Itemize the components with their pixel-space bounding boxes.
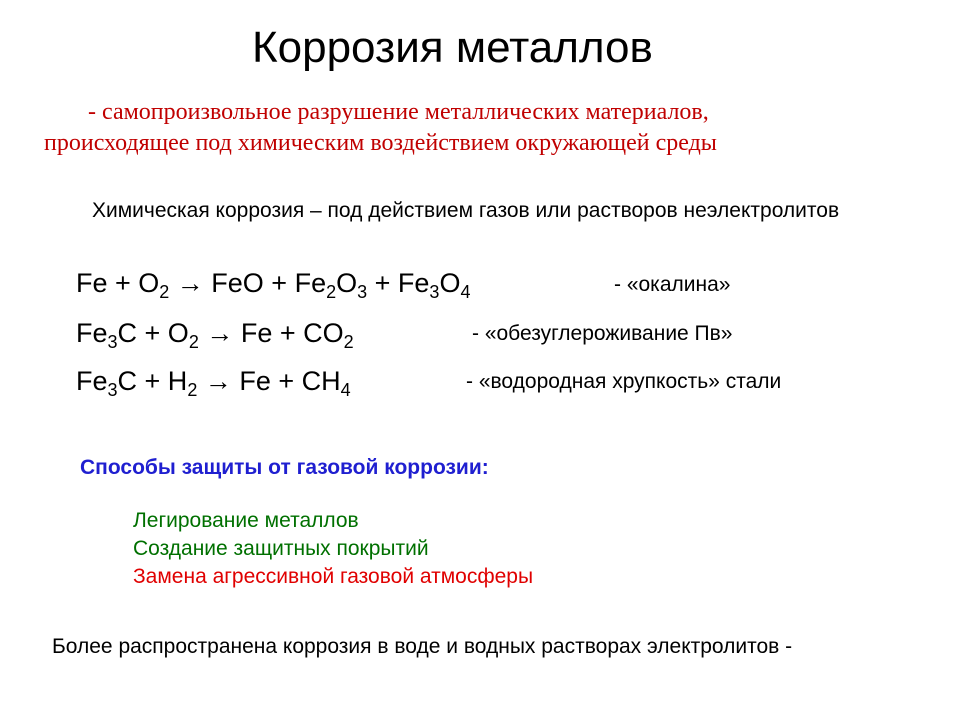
protection-item-alloying: Легирование металлов — [133, 509, 359, 532]
eq-subscript: 2 — [343, 332, 354, 352]
eq-subscript: 4 — [340, 380, 351, 400]
eq-part: → FeO + Fe — [169, 268, 327, 298]
eq-subscript: 3 — [357, 282, 368, 302]
bottom-text: Более распространена коррозия в воде и водных растворах электролитов - — [52, 635, 793, 658]
protection-heading: Способы защиты от газовой коррозии: — [80, 456, 489, 479]
chemical-corrosion-text: Химическая коррозия – под действием газов или растворов неэлектролитов — [92, 199, 840, 222]
eq-part: Fe — [76, 366, 108, 396]
eq-part: O — [439, 268, 461, 298]
protection-item-atmosphere: Замена агрессивной газовой атмосферы — [133, 565, 534, 588]
eq-subscript: 3 — [107, 380, 118, 400]
equation-oxidation — [76, 266, 470, 300]
eq-part: C + H — [117, 366, 188, 396]
eq-part: C + O — [117, 318, 189, 348]
eq-part: + Fe — [367, 268, 430, 298]
eq-subscript: 2 — [326, 282, 337, 302]
equation-decarburization — [76, 316, 354, 350]
definition-line-2: происходящее под химическим воздействием окружающей среды — [44, 130, 717, 156]
eq-subscript: 3 — [107, 332, 118, 352]
equation-note-decarburization: - «обезуглероживание Пв» — [472, 322, 733, 345]
eq-subscript: 4 — [460, 282, 471, 302]
definition-line-1: - самопроизвольное разрушение металлических материалов, — [88, 99, 709, 125]
eq-subscript: 2 — [188, 332, 199, 352]
eq-part: → Fe + CO — [198, 318, 344, 348]
eq-part: O — [336, 268, 358, 298]
equation-note-hydrogen: - «водородная хрупкость» стали — [466, 370, 782, 393]
equation-note-scale: - «окалина» — [614, 273, 731, 296]
eq-subscript: 3 — [429, 282, 440, 302]
eq-subscript: 2 — [187, 380, 198, 400]
protection-item-coatings: Создание защитных покрытий — [133, 537, 429, 560]
eq-part: → Fe + CH — [197, 366, 341, 396]
eq-part: Fe — [76, 318, 108, 348]
eq-part: Fe + O — [76, 268, 160, 298]
equation-hydrogen — [76, 364, 351, 398]
page-title: Коррозия металлов — [252, 23, 653, 72]
eq-subscript: 2 — [159, 282, 170, 302]
